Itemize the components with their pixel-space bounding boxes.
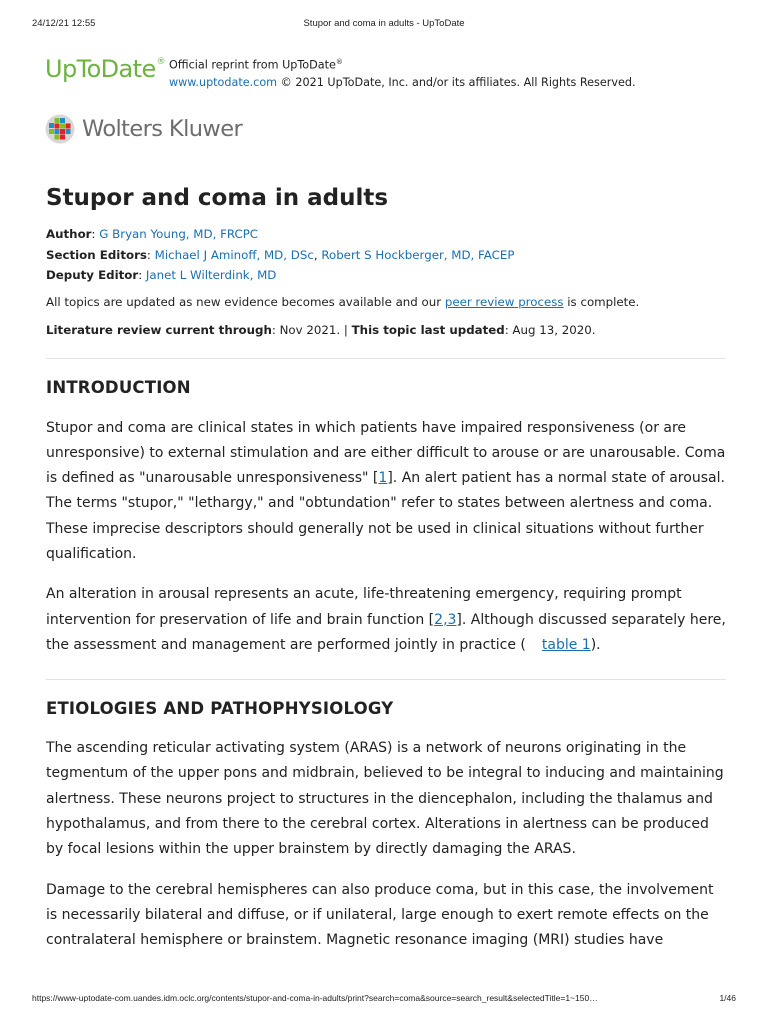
copyright-text: © 2021 UpToDate, Inc. and/or its affiliates. All Rights Reserved. xyxy=(277,75,636,89)
reprint-line: Official reprint from UpToDate xyxy=(169,58,336,72)
print-footer xyxy=(32,993,736,1005)
print-date: 24/12/21 12:55 xyxy=(32,18,96,29)
lit-review-label: Literature review current through xyxy=(46,322,272,337)
intro-p1-text-b: ]. An alert patient has a normal state of arousal. The terms "stupor," "lethargy," and "obtundation" refer to states between alertness and coma. These imprecise descriptors should generally not be used in clinical situations without further qualification. xyxy=(46,470,725,562)
etiologies-paragraph-1: The ascending reticular activating system (ARAS) is a network of neurons originating in the tegmentum of the upper pons and midbrain, believed to be integral to inducing and maintaining alertness. These neurons project to structures in the diencephalon, including the thalamus and hypothalamus, and from there to the cerebral cortex. Alterations in alertness can be produced by focal lesions within the upper brainstem by directly damaging the ARAS. xyxy=(46,740,724,858)
peer-review-link[interactable]: peer review process xyxy=(444,294,564,309)
article-title: Stupor and coma in adults xyxy=(46,185,389,211)
article-authors xyxy=(46,224,726,286)
print-url: https://www-uptodate-com.uandes.idm.oclc.org/contents/stupor-and-coma-in-adults/print?search=coma&source=search_result&selectedTitle=1~150… xyxy=(32,993,598,1003)
intro-p2-text-b: ]. Although discussed separately here, the assessment and management are performed jointly in practice ( xyxy=(46,611,726,653)
author-label: Author xyxy=(46,227,92,241)
section-editors-label: Section Editors xyxy=(46,247,147,262)
reference-link-2-3[interactable]: 2,3 xyxy=(434,611,457,628)
notice-text-after: is complete. xyxy=(563,294,640,309)
reprint-notice xyxy=(169,54,636,91)
wolters-kluwer-logo-icon xyxy=(45,114,75,144)
uptodate-site-link[interactable]: www.uptodate.com xyxy=(169,75,278,89)
deputy-editor-link[interactable]: Janet L Wilterdink, MD xyxy=(145,268,277,282)
update-notice xyxy=(46,294,726,310)
print-page-title: Stupor and coma in adults - UpToDate xyxy=(303,18,465,29)
registered-mark: ® xyxy=(156,57,166,67)
etiologies-paragraph-2: Damage to the cerebral hemispheres can also produce coma, but in this case, the involvement is necessarily bilateral and diffuse, or if unilateral, large enough to exert remote effects on the contralateral hemisphere or brainstem. Magnetic resonance imaging (MRI) studies have xyxy=(46,881,714,949)
section-divider xyxy=(46,358,726,359)
lit-review-value: : Nov 2021. | xyxy=(271,322,352,337)
section-editor-link-1[interactable]: Michael J Aminoff, MD, DSc xyxy=(154,247,314,262)
section-divider xyxy=(46,679,726,680)
reprint-registered-mark: ® xyxy=(335,58,343,66)
author-link[interactable]: G Bryan Young, MD, FRCPC xyxy=(99,227,259,241)
deputy-editor-line: Deputy Editor: Janet L Wilterdink, MD xyxy=(46,268,277,282)
wolters-kluwer-wordmark: Wolters Kluwer xyxy=(82,116,243,142)
table-1-link[interactable]: table 1 xyxy=(541,636,591,653)
section-editor-link-2[interactable]: Robert S Hockberger, MD, FACEP xyxy=(321,247,515,262)
brand-row xyxy=(45,52,725,92)
uptodate-logo-text: UpToDate xyxy=(45,55,156,83)
section-editors-line: Section Editors: Michael J Aminoff, MD, DSc, Robert S Hockberger, MD, FACEP xyxy=(46,247,515,262)
deputy-editor-label: Deputy Editor xyxy=(46,268,139,282)
page-number: 1/46 xyxy=(719,993,736,1003)
intro-p1-text-a: Stupor and coma are clinical states in which patients have impaired responsiveness (or are unresponsive) to external stimulation and are either difficult to arouse or are unarousable. Coma is defined as "unarousable unresponsiveness" [ xyxy=(46,419,726,487)
section-heading-etiologies: ETIOLOGIES AND PATHOPHYSIOLOGY xyxy=(46,699,394,719)
uptodate-logo[interactable] xyxy=(45,55,164,83)
notice-text-before: All topics are updated as new evidence becomes available and our xyxy=(46,294,445,309)
review-dates xyxy=(46,322,726,338)
print-header xyxy=(32,18,736,32)
intro-paragraph-1 xyxy=(46,416,726,568)
intro-p2-text-a: An alteration in arousal represents an acute, life-threatening emergency, requiring prompt intervention for preservation of life and brain function [ xyxy=(46,586,682,628)
intro-p2-text-c: ). xyxy=(590,636,601,653)
section-heading-introduction: INTRODUCTION xyxy=(46,377,191,397)
author-line: Author: G Bryan Young, MD, FRCPC xyxy=(46,227,259,241)
wolters-kluwer-logo xyxy=(45,112,305,148)
last-updated-value: : Aug 13, 2020. xyxy=(504,322,596,337)
reference-link-1[interactable]: 1 xyxy=(378,470,388,487)
last-updated-label: This topic last updated xyxy=(351,322,505,337)
article-content xyxy=(46,180,726,954)
intro-paragraph-2 xyxy=(46,582,726,658)
